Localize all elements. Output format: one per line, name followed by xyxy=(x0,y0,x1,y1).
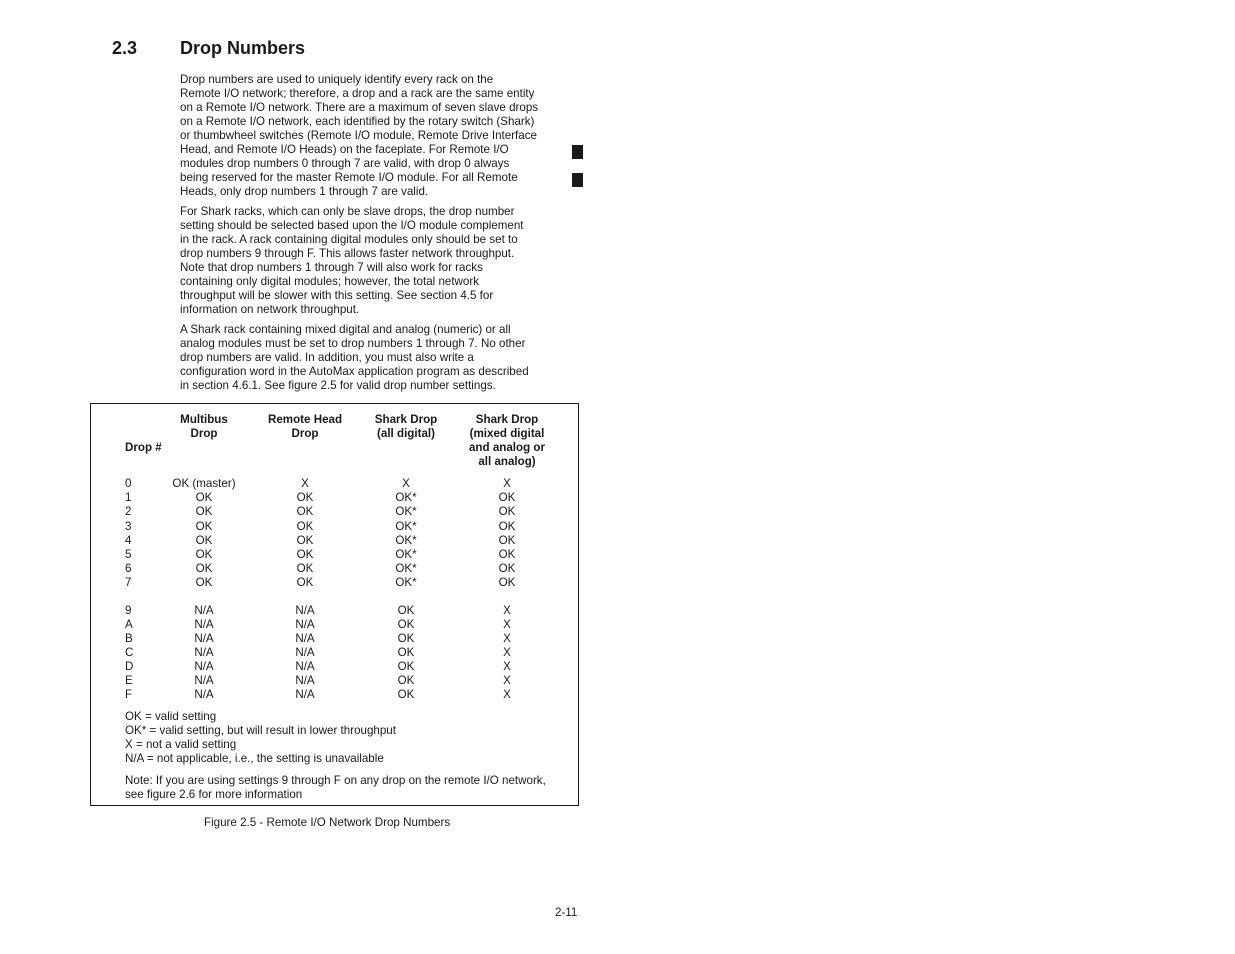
table-cell: OK xyxy=(397,618,415,631)
table-cell: OK xyxy=(296,576,314,589)
table-row-drop-number: D xyxy=(125,660,134,673)
table-cell: OK xyxy=(296,548,314,561)
table-row-drop-number: 4 xyxy=(125,534,132,547)
paragraph-drop-numbers-intro: Drop numbers are used to uniquely identify every rack on the Remote I/O network; therefore, a drop and a rack are the same entity on a Remote I/O network. There are a maximum of seven slave drops on a Remote I/O network, each identified by the rotary switch (Shark) or thumbwheel switches (Remote I/O module, Remote Drive Interface Head, and Remote I/O Heads) on the faceplate. For Remote I/O modules drop numbers 0 through 7 are valid, with drop 0 always being reserved for the master Remote I/O module. For all Remote Heads, only drop numbers 1 through 7 are valid. xyxy=(180,73,539,198)
table-cell: N/A xyxy=(194,632,214,645)
table-cell: OK xyxy=(498,576,516,589)
table-row-drop-number: 9 xyxy=(125,604,132,617)
table-row-drop-number: E xyxy=(125,674,133,687)
table-row-drop-number: 6 xyxy=(125,562,132,575)
table-cell: OK* xyxy=(395,562,417,575)
column-header-multibus: Multibus Drop xyxy=(180,413,228,440)
table-cell: OK xyxy=(397,660,415,673)
table-cell: N/A xyxy=(194,688,214,701)
paragraph-mixed-analog: A Shark rack containing mixed digital and analog (numeric) or all analog modules must be set to drop numbers 1 through 7. No other drop numbers are valid. In addition, you must also write a configuration word in the AutoMax application program as described in section 4.6.1. See figure 2.5 for valid drop number settings. xyxy=(180,323,529,392)
table-cell: X xyxy=(503,660,511,673)
table-cell: OK xyxy=(498,520,516,533)
table-cell: X xyxy=(503,674,511,687)
table-cell: OK xyxy=(296,491,314,504)
table-cell: OK xyxy=(498,548,516,561)
table-cell: OK xyxy=(397,632,415,645)
table-cell: N/A xyxy=(194,618,214,631)
table-cell: OK xyxy=(195,491,213,504)
table-cell: OK* xyxy=(395,548,417,561)
table-cell: OK xyxy=(296,520,314,533)
table-cell: OK xyxy=(195,562,213,575)
table-cell: N/A xyxy=(194,604,214,617)
table-cell: X xyxy=(503,618,511,631)
table-cell: N/A xyxy=(194,660,214,673)
table-cell: X xyxy=(503,646,511,659)
table-cell: N/A xyxy=(295,604,315,617)
table-cell: N/A xyxy=(295,674,315,687)
table-cell: OK* xyxy=(395,520,417,533)
table-cell: OK (master) xyxy=(172,477,236,490)
change-bar-marker xyxy=(572,145,583,159)
table-cell: OK xyxy=(195,505,213,518)
table-cell: OK xyxy=(498,491,516,504)
table-cell: OK xyxy=(296,562,314,575)
drop-number-table-figure xyxy=(90,403,579,806)
table-cell: OK* xyxy=(395,534,417,547)
table-cell: X xyxy=(402,477,410,490)
table-row-drop-number: 5 xyxy=(125,548,132,561)
table-cell: OK xyxy=(195,534,213,547)
table-cell: OK* xyxy=(395,576,417,589)
table-cell: X xyxy=(503,688,511,701)
table-cell: OK xyxy=(498,562,516,575)
table-cell: OK xyxy=(195,548,213,561)
table-cell: N/A xyxy=(295,646,315,659)
table-row-drop-number: 7 xyxy=(125,576,132,589)
table-cell: OK xyxy=(296,534,314,547)
table-cell: OK xyxy=(498,534,516,547)
table-cell: X xyxy=(301,477,309,490)
table-cell: N/A xyxy=(295,660,315,673)
table-note: Note: If you are using settings 9 through F on any drop on the remote I/O network, see figure 2.6 for more information xyxy=(125,774,546,801)
table-cell: X xyxy=(503,632,511,645)
table-cell: OK* xyxy=(395,505,417,518)
table-cell: OK xyxy=(397,688,415,701)
table-cell: OK xyxy=(397,646,415,659)
table-cell: X xyxy=(503,477,511,490)
table-cell: OK xyxy=(498,505,516,518)
change-bar-marker xyxy=(572,173,583,187)
column-header-drop: Drop # xyxy=(125,441,162,454)
table-row-drop-number: C xyxy=(125,646,134,659)
table-cell: OK xyxy=(195,576,213,589)
table-row-drop-number: 3 xyxy=(125,520,132,533)
table-cell: N/A xyxy=(295,632,315,645)
column-header-shark-mixed: Shark Drop (mixed digital and analog or all analog) xyxy=(468,413,545,468)
table-row-drop-number: B xyxy=(125,632,133,645)
table-legend: OK = valid setting OK* = valid setting, but will result in lower throughput X = not a valid setting N/A = not applicable, i.e., the setting is unavailable xyxy=(125,710,396,765)
table-row-drop-number: 1 xyxy=(125,491,132,504)
table-row-drop-number: F xyxy=(125,688,133,701)
table-cell: OK* xyxy=(395,491,417,504)
table-cell: N/A xyxy=(295,618,315,631)
table-row-drop-number: 0 xyxy=(125,477,132,490)
table-cell: X xyxy=(503,604,511,617)
table-cell: N/A xyxy=(194,674,214,687)
column-header-shark-digital: Shark Drop (all digital) xyxy=(374,413,438,440)
table-cell: OK xyxy=(296,505,314,518)
page-number: 2-11 xyxy=(555,906,578,919)
section-title: Drop Numbers xyxy=(180,38,306,58)
table-row-drop-number: A xyxy=(125,618,133,631)
table-cell: OK xyxy=(397,604,415,617)
section-number: 2.3 xyxy=(112,38,138,58)
table-cell: OK xyxy=(397,674,415,687)
table-cell: N/A xyxy=(295,688,315,701)
column-header-remote-head: Remote Head Drop xyxy=(267,413,343,440)
table-cell: OK xyxy=(195,520,213,533)
table-row-drop-number: 2 xyxy=(125,505,132,518)
table-cell: N/A xyxy=(194,646,214,659)
paragraph-shark-racks: For Shark racks, which can only be slave drops, the drop number setting should be selected based upon the I/O module complement in the rack. A rack containing digital modules only should be set to drop numbers 9 through F. This allows faster network throughput. Note that drop numbers 1 through 7 will also work for racks containing only digital modules; however, the total network throughput will be slower with this setting. See section 4.5 for information on network throughput. xyxy=(180,205,524,316)
figure-caption: Figure 2.5 - Remote I/O Network Drop Numbers xyxy=(204,816,451,829)
